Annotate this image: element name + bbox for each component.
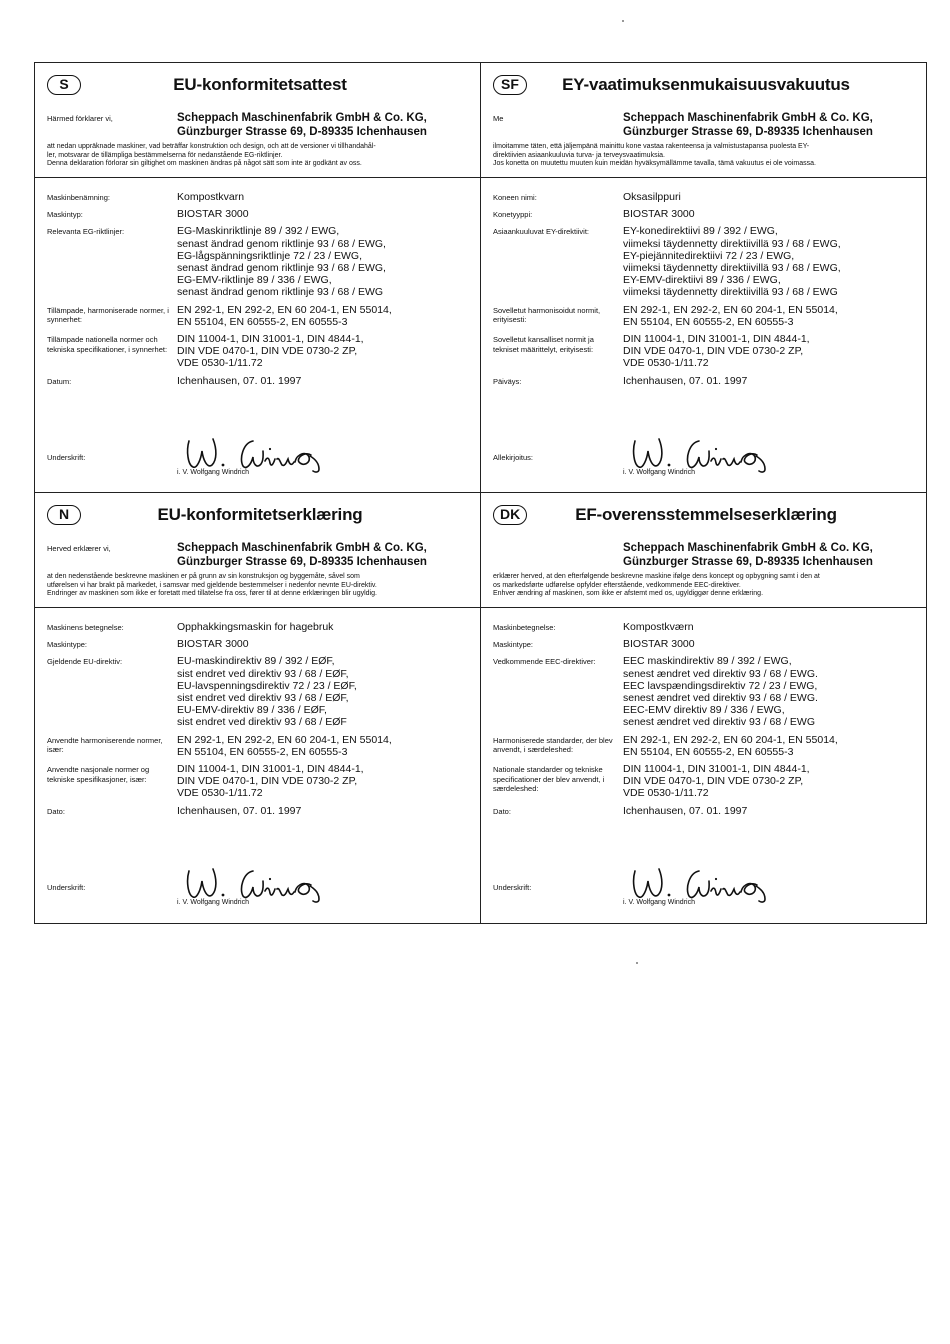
field-value-line: EN 292-1, EN 292-2, EN 60 204-1, EN 55014, bbox=[177, 303, 392, 316]
field-value bbox=[177, 655, 473, 728]
section-divider bbox=[481, 607, 927, 608]
field-value-line: EG-EMV-riktlinje 89 / 336 / EWG, bbox=[177, 274, 332, 287]
panel-title: EY-vaatimuksenmukaisuusvakuutus bbox=[562, 75, 850, 94]
field-row bbox=[493, 191, 919, 203]
company-name: Scheppach Maschinenfabrik GmbH & Co. KG, bbox=[623, 542, 873, 554]
declaration-line: erklærer herved, at den efterfølgende beskrevne maskine ifølge dens koncept og opbygning samt i den at bbox=[493, 573, 820, 580]
section-divider bbox=[35, 607, 481, 608]
panel-sweden bbox=[35, 63, 481, 493]
field-label: Anvendte nasjonale normer og tekniske spesifikasjoner, især: bbox=[47, 765, 150, 784]
field-value bbox=[177, 225, 473, 298]
signer-name: i. V. Wolfgang Windrich bbox=[177, 469, 249, 476]
fields-list bbox=[47, 191, 473, 392]
signature-label: Underskrift: bbox=[47, 453, 86, 462]
field-label: Harmoniserede standarder, der blev anvendt, i særdeleshed: bbox=[493, 735, 613, 755]
field-label: Dato: bbox=[493, 806, 511, 816]
field-value bbox=[623, 225, 919, 298]
field-value bbox=[177, 734, 473, 758]
field-label: Maskinbetegnelse: bbox=[493, 623, 556, 632]
field-label: Koneen nimi: bbox=[493, 193, 537, 202]
section-divider bbox=[481, 177, 927, 178]
field-row bbox=[493, 655, 919, 728]
field-value bbox=[623, 655, 919, 728]
field-value bbox=[177, 375, 473, 387]
field-value-line: Opphakkingsmaskin for hagebruk bbox=[177, 621, 334, 633]
field-label: Sovelletut harmonisoidut normit, erityisesti: bbox=[493, 305, 601, 325]
country-code-badge: SF bbox=[493, 75, 527, 95]
field-row bbox=[47, 225, 473, 298]
panel-title: EU-konformitetsattest bbox=[173, 75, 347, 94]
declaration-grid bbox=[34, 62, 927, 924]
field-value bbox=[623, 375, 919, 387]
manufacturer-block bbox=[493, 541, 919, 571]
field-label: Sovelletut kansalliset normit ja tekniset määrittelyt, erityisesti: bbox=[493, 335, 594, 354]
company-name: Scheppach Maschinenfabrik GmbH & Co. KG, bbox=[177, 112, 427, 124]
company-address bbox=[177, 541, 427, 569]
field-value-line: VDE 0530-1/11.72 bbox=[623, 357, 709, 370]
field-value-line: Ichenhausen, 07. 01. 1997 bbox=[623, 374, 748, 387]
field-value-line: EN 292-1, EN 292-2, EN 60 204-1, EN 55014, bbox=[177, 733, 392, 746]
field-row bbox=[493, 734, 919, 758]
field-value-line: EN 55104, EN 60555-2, EN 60555-3 bbox=[623, 315, 794, 328]
field-label: Anvendte harmoniserende normer, især: bbox=[47, 735, 163, 755]
field-value-line: viimeksi täydennetty direktiivillä 93 / 68 / EWG, bbox=[623, 237, 841, 250]
field-value-line: Oksasilppuri bbox=[623, 191, 681, 203]
handwritten-signature bbox=[183, 429, 333, 473]
declaration-line: Endringer av maskinen som ikke er foretatt med tillatelse fra oss, fører til at denne erklæringen blir ugyldig. bbox=[47, 590, 377, 598]
declaration-text bbox=[493, 573, 917, 599]
declaration-line: Enhver ændring af maskinen, som ikke er afstemt med os, ugyldiggør denne erklæring. bbox=[493, 590, 764, 598]
field-label: Gjeldende EU-direktiv: bbox=[47, 657, 123, 667]
field-value-line: DIN VDE 0470-1, DIN VDE 0730-2 ZP, bbox=[623, 775, 804, 788]
panel-finland bbox=[481, 63, 927, 493]
handwritten-signature bbox=[629, 859, 779, 903]
field-value bbox=[177, 763, 473, 800]
field-label: Nationale standarder og tekniske specificationer der blev anvendt, i særdeleshed: bbox=[493, 765, 605, 794]
field-value-line: EU-maskindirektiv 89 / 392 / EØF, bbox=[177, 655, 335, 668]
field-label: Dato: bbox=[47, 806, 65, 816]
field-value-line: sist endret ved direktiv 93 / 68 / EØF, bbox=[177, 667, 349, 680]
signer-name: i. V. Wolfgang Windrich bbox=[623, 469, 695, 476]
signer-name: i. V. Wolfgang Windrich bbox=[623, 899, 695, 906]
field-value-line: senest ændret ved direktiv 93 / 68 / EWG. bbox=[623, 667, 818, 680]
field-value-line: DIN VDE 0470-1, DIN VDE 0730-2 ZP, bbox=[177, 775, 358, 788]
company-name: Scheppach Maschinenfabrik GmbH & Co. KG, bbox=[177, 542, 427, 554]
manufacturer-block bbox=[47, 111, 473, 141]
field-value-line: viimeksi täydennetty direktiivillä 93 / 68 / EWG bbox=[623, 286, 838, 299]
field-value-line: EN 55104, EN 60555-2, EN 60555-3 bbox=[177, 745, 348, 758]
field-value-line: EG-lågspänningsriktlinje 72 / 23 / EWG, bbox=[177, 249, 363, 262]
field-label: Maskinbenämning: bbox=[47, 193, 110, 202]
field-value bbox=[623, 208, 919, 220]
field-value bbox=[623, 638, 919, 650]
country-code-badge: S bbox=[47, 75, 81, 95]
field-value-line: DIN 11004-1, DIN 31001-1, DIN 4844-1, bbox=[623, 763, 810, 776]
field-value-line: VDE 0530-1/11.72 bbox=[177, 357, 263, 370]
field-row bbox=[47, 304, 473, 328]
intro-label: Herved erklærer vi, bbox=[47, 544, 111, 553]
field-value-line: EN 55104, EN 60555-2, EN 60555-3 bbox=[623, 745, 794, 758]
handwritten-signature bbox=[183, 859, 333, 903]
field-value-line: sist endret ved direktiv 93 / 68 / EØF, bbox=[177, 692, 349, 705]
signature-block bbox=[47, 429, 473, 479]
company-name: Scheppach Maschinenfabrik GmbH & Co. KG, bbox=[623, 112, 873, 124]
field-value bbox=[177, 621, 473, 633]
field-row bbox=[493, 333, 919, 370]
section-divider bbox=[35, 177, 481, 178]
declaration-line: ilmoitamme täten, että jäljempänä mainittu kone vastaa rakenteensa ja valmistustapansa puolesta EY- bbox=[493, 143, 810, 150]
field-row bbox=[493, 638, 919, 650]
field-row bbox=[47, 375, 473, 387]
field-row bbox=[47, 333, 473, 370]
field-value-line: EEC maskindirektiv 89 / 392 / EWG, bbox=[623, 655, 792, 668]
declaration-line: direktiivien asiaankuuluvia turva- ja terveysvaatimuksia. bbox=[493, 151, 665, 159]
field-value bbox=[177, 208, 473, 220]
scan-speck bbox=[636, 962, 638, 964]
field-label: Päiväys: bbox=[493, 376, 522, 386]
field-value-line: EN 292-1, EN 292-2, EN 60 204-1, EN 55014, bbox=[623, 303, 838, 316]
company-address bbox=[623, 541, 873, 569]
field-value-line: Kompostkvarn bbox=[177, 191, 245, 203]
field-label: Maskintyp: bbox=[47, 210, 83, 220]
manufacturer-block bbox=[493, 111, 919, 141]
field-value-line: senast ändrad genom riktlinje 93 / 68 / EWG, bbox=[177, 262, 386, 275]
field-value bbox=[623, 191, 919, 203]
signature-label: Underskrift: bbox=[47, 883, 86, 892]
field-value-line: DIN VDE 0470-1, DIN VDE 0730-2 ZP, bbox=[177, 345, 358, 358]
field-value-line: senest ændret ved direktiv 93 / 68 / EWG. bbox=[623, 692, 818, 705]
company-street: Günzburger Strasse 69, D-89335 Ichenhausen bbox=[623, 126, 873, 138]
field-row bbox=[493, 621, 919, 633]
company-address bbox=[177, 111, 427, 139]
signature-label: Allekirjoitus: bbox=[493, 453, 534, 462]
field-value bbox=[623, 304, 919, 328]
declaration-text bbox=[47, 143, 471, 169]
field-label: Datum: bbox=[47, 376, 72, 386]
field-row bbox=[47, 805, 473, 817]
field-label: Maskintype: bbox=[47, 640, 88, 650]
field-value bbox=[177, 638, 473, 650]
country-code-badge: DK bbox=[493, 505, 527, 525]
declaration-line: at den nedenstående beskrevne maskinen er på grunn av sin konstruksjon og byggemåte, såvel som bbox=[47, 573, 360, 580]
handwritten-signature bbox=[629, 429, 779, 473]
panel-header bbox=[493, 505, 919, 529]
declaration-text bbox=[493, 143, 917, 169]
intro-label: Me bbox=[493, 114, 504, 123]
field-value-line: DIN 11004-1, DIN 31001-1, DIN 4844-1, bbox=[177, 763, 364, 776]
fields-list bbox=[493, 621, 919, 822]
field-value-line: EU-EMV-direktiv 89 / 336 / EØF, bbox=[177, 704, 327, 717]
field-row bbox=[493, 763, 919, 800]
field-label: Maskinens betegnelse: bbox=[47, 623, 124, 632]
field-label: Relevanta EG-riktlinjer: bbox=[47, 227, 125, 237]
panel-title: EF-overensstemmelseserklæring bbox=[575, 505, 837, 524]
field-value-line: senast ändrad genom riktlinje 93 / 68 / EWG bbox=[177, 286, 384, 299]
field-value bbox=[623, 734, 919, 758]
declaration-line: utførelsen vi har brakt på markedet, i samsvar med gjeldende bestemmelser i nedenfor nevnte EU-direktiv. bbox=[47, 581, 377, 589]
field-value-line: BIOSTAR 3000 bbox=[177, 208, 249, 221]
field-value bbox=[177, 191, 473, 203]
company-street: Günzburger Strasse 69, D-89335 Ichenhausen bbox=[177, 126, 427, 138]
company-street: Günzburger Strasse 69, D-89335 Ichenhausen bbox=[623, 556, 873, 568]
panel-norway bbox=[35, 493, 481, 923]
signature-block bbox=[47, 859, 473, 909]
field-row bbox=[47, 638, 473, 650]
manufacturer-block bbox=[47, 541, 473, 571]
field-value-line: EY-konedirektiivi 89 / 392 / EWG, bbox=[623, 225, 778, 238]
panel-header bbox=[47, 505, 473, 529]
panel-header bbox=[47, 75, 473, 99]
declaration-line: att nedan uppräknade maskiner, vad beträffar konstruktion och design, och att de versioner vi tillhandahål- bbox=[47, 143, 376, 150]
field-value bbox=[623, 333, 919, 370]
signature-label: Underskrift: bbox=[493, 883, 532, 892]
field-value bbox=[623, 621, 919, 633]
field-value-line: VDE 0530-1/11.72 bbox=[623, 787, 709, 800]
field-value-line: BIOSTAR 3000 bbox=[177, 638, 249, 651]
field-row bbox=[47, 734, 473, 758]
field-value-line: Ichenhausen, 07. 01. 1997 bbox=[623, 804, 748, 817]
field-value-line: senast ändrad genom riktlinje 93 / 68 / EWG, bbox=[177, 237, 386, 250]
company-street: Günzburger Strasse 69, D-89335 Ichenhausen bbox=[177, 556, 427, 568]
panel-denmark bbox=[481, 493, 927, 923]
signature-block bbox=[493, 859, 919, 909]
field-value bbox=[177, 805, 473, 817]
scan-speck bbox=[622, 20, 624, 22]
field-value-line: EEC-EMV direktiv 89 / 336 / EWG, bbox=[623, 704, 785, 717]
intro-label: Härmed förklarer vi, bbox=[47, 114, 113, 123]
field-label: Maskintype: bbox=[493, 640, 534, 650]
signature-block bbox=[493, 429, 919, 479]
signer-name: i. V. Wolfgang Windrich bbox=[177, 899, 249, 906]
field-row bbox=[493, 225, 919, 298]
field-label: Tillämpade, harmoniserade normer, i synnerhet: bbox=[47, 305, 169, 325]
field-value-line: Kompostkværn bbox=[623, 621, 694, 633]
field-row bbox=[493, 208, 919, 220]
country-code-badge: N bbox=[47, 505, 81, 525]
field-value-line: DIN VDE 0470-1, DIN VDE 0730-2 ZP, bbox=[623, 345, 804, 358]
field-value-line: EG-Maskinriktlinje 89 / 392 / EWG, bbox=[177, 225, 340, 238]
field-value-line: EN 292-1, EN 292-2, EN 60 204-1, EN 55014, bbox=[623, 733, 838, 746]
field-value-line: BIOSTAR 3000 bbox=[623, 638, 695, 651]
field-value-line: DIN 11004-1, DIN 31001-1, DIN 4844-1, bbox=[623, 333, 810, 346]
declaration-line: Jos konetta on muutettu muuten kuin meidän hyväksymällämme tavalla, tämä vakuutus ei ole voimassa. bbox=[493, 160, 816, 168]
field-value-line: EN 55104, EN 60555-2, EN 60555-3 bbox=[177, 315, 348, 328]
field-value-line: EY-piejännitedirektiivi 72 / 23 / EWG, bbox=[623, 249, 795, 262]
fields-list bbox=[493, 191, 919, 392]
field-value-line: EEC lavspændingsdirektiv 72 / 23 / EWG, bbox=[623, 679, 818, 692]
declaration-line: ler, motsvarar de tillämpliga bestämmelserna för nedanstående EG-riktlinjer. bbox=[47, 151, 283, 159]
panel-header bbox=[493, 75, 919, 99]
field-row bbox=[47, 621, 473, 633]
field-value-line: DIN 11004-1, DIN 31001-1, DIN 4844-1, bbox=[177, 333, 364, 346]
company-address bbox=[623, 111, 873, 139]
field-label: Tillämpade nationella normer och tekniska specifikationer, i synnerhet: bbox=[47, 335, 168, 354]
field-value-line: sist endret ved direktiv 93 / 68 / EØF bbox=[177, 716, 347, 729]
declaration-line: os markedsførte udførelse opfylder efterstående, vedkommende EEC-direktiver. bbox=[493, 581, 741, 589]
field-value-line: Ichenhausen, 07. 01. 1997 bbox=[177, 804, 302, 817]
field-value-line: viimeksi täydennetty direktiivillä 93 / 68 / EWG, bbox=[623, 262, 841, 275]
field-row bbox=[47, 191, 473, 203]
field-value-line: senest ændret ved direktiv 93 / 68 / EWG bbox=[623, 716, 816, 729]
field-value bbox=[623, 763, 919, 800]
field-value bbox=[177, 333, 473, 370]
field-label: Vedkommende EEC-direktiver: bbox=[493, 657, 596, 667]
declaration-line: Denna deklaration förlorar sin giltighet om maskinen ändras på något sätt som inte är godkänt av oss. bbox=[47, 160, 362, 168]
field-row bbox=[493, 805, 919, 817]
field-value-line: VDE 0530-1/11.72 bbox=[177, 787, 263, 800]
fields-list bbox=[47, 621, 473, 822]
panel-title: EU-konformitetserklæring bbox=[157, 505, 363, 524]
field-label: Asiaankuuluvat EY-direktiivit: bbox=[493, 227, 590, 237]
field-row bbox=[493, 304, 919, 328]
declaration-text bbox=[47, 573, 471, 599]
field-value-line: Ichenhausen, 07. 01. 1997 bbox=[177, 374, 302, 387]
field-value-line: EU-lavspenningsdirektiv 72 / 23 / EØF, bbox=[177, 679, 357, 692]
field-value bbox=[623, 805, 919, 817]
field-row bbox=[47, 208, 473, 220]
field-value-line: EY-EMV-direktiivi 89 / 336 / EWG, bbox=[623, 274, 781, 287]
field-row bbox=[47, 763, 473, 800]
field-label: Konetyyppi: bbox=[493, 210, 533, 220]
field-value-line: BIOSTAR 3000 bbox=[623, 208, 695, 221]
field-value bbox=[177, 304, 473, 328]
field-row bbox=[47, 655, 473, 728]
field-row bbox=[493, 375, 919, 387]
